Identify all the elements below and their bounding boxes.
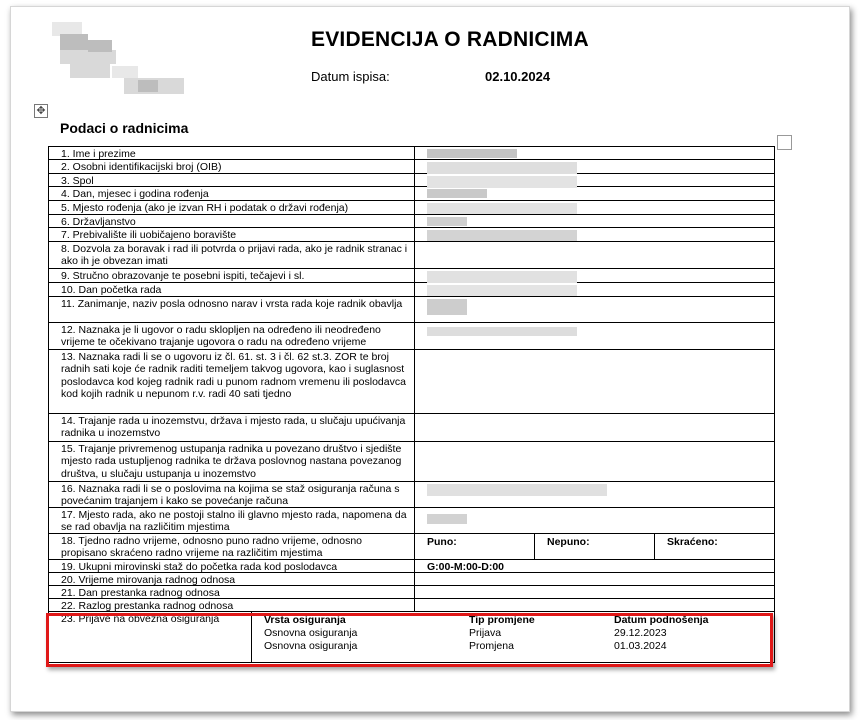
table-row: 2. Osobni identifikacijski broj (OIB) bbox=[48, 160, 775, 174]
value-cell bbox=[415, 599, 774, 611]
redacted-value bbox=[415, 147, 774, 159]
redacted-value bbox=[415, 174, 774, 186]
redacted-value bbox=[415, 201, 774, 214]
employee-data-table bbox=[48, 146, 775, 663]
print-date-value: 02.10.2024 bbox=[485, 69, 551, 84]
value-cell bbox=[415, 442, 774, 481]
table-row: 8. Dozvola za boravak i rad ili potvrda o prijavi rada, ako je radnik stranac i ako ih je obvezan imati bbox=[48, 242, 775, 269]
redacted-value bbox=[415, 508, 774, 533]
redacted-value bbox=[415, 187, 774, 200]
table-row: 13. Naznaka radi li se o ugovoru iz čl. 61. st. 3 i čl. 62 st.3. ZOR te broj radnih sati koje će radnik raditi temeljem takvog ugovora, kao i suglasnost poslodavca kod kojeg radnik radi u punom radnom vremenu ili poslodavca kod kojih radnik u nepunom r.v. radi 40 sati tjedno bbox=[48, 350, 775, 414]
redacted-value bbox=[415, 482, 774, 507]
insurance-entry: Osnovna osiguranja Prijava 29.12.2023 bbox=[264, 627, 667, 639]
insurance-header: Vrsta osiguranja Tip promjene Datum podnošenja bbox=[264, 614, 709, 626]
table-row: 20. Vrijeme mirovanja radnog odnosa bbox=[48, 573, 775, 586]
redacted-value bbox=[415, 160, 774, 173]
table-row: 3. Spol bbox=[48, 174, 775, 187]
redacted-value bbox=[415, 269, 774, 282]
insurance-registrations-row: 23. Prijave na obvezna osiguranja Vrsta osiguranja Tip promjene Datum podnošenja Osnovna osiguranja Prijava 29.12.2023 Osnovna osiguranja Promjena 01.03.2024 bbox=[48, 612, 775, 663]
redacted-value bbox=[415, 228, 774, 241]
table-row: 18. Tjedno radno vrijeme, odnosno puno radno vrijeme, odnosno propisano skraćeno radno vrijeme na različitim mjestima Puno: Nepuno: Skraćeno: bbox=[48, 534, 775, 560]
table-row: 1. Ime i prezime bbox=[48, 147, 775, 160]
redacted-value bbox=[415, 215, 774, 227]
redacted-value bbox=[415, 283, 774, 296]
redacted-value bbox=[415, 323, 774, 349]
table-row: 15. Trajanje privremenog ustupanja radnika u povezano društvo i sjedište mjesto rada ustupljenog radnika te država poslovnog nastana povezanog društva, u slučaju ustupanja u inozemstvo bbox=[48, 442, 775, 482]
value-cell bbox=[415, 242, 774, 268]
weekly-hours-cell bbox=[415, 534, 774, 559]
pension-service-value: G:00-M:00-D:00 bbox=[427, 561, 505, 573]
table-row: 9. Stručno obrazovanje te posebni ispiti, tečajevi i sl. bbox=[48, 269, 775, 283]
table-row: 21. Dan prestanka radnog odnosa bbox=[48, 586, 775, 599]
insurance-entry: Osnovna osiguranja Promjena 01.03.2024 bbox=[264, 640, 667, 652]
insurance-registrations-list bbox=[252, 612, 774, 662]
table-row: 5. Mjesto rođenja (ako je izvan RH i podatak o državi rođenja) bbox=[48, 201, 775, 215]
table-row: 14. Trajanje rada u inozemstvu, država i mjesto rada, u slučaju upućivanja radnika u inozemstvo bbox=[48, 414, 775, 442]
reduced-time-label: Skraćeno: bbox=[667, 536, 718, 548]
table-row: 11. Zanimanje, naziv posla odnosno narav i vrsta rada koje radnik obavlja bbox=[48, 297, 775, 323]
table-row: 7. Prebivalište ili uobičajeno boravište bbox=[48, 228, 775, 242]
table-move-handle-icon[interactable]: ✥ bbox=[34, 104, 48, 118]
table-row: 6. Državljanstvo bbox=[48, 215, 775, 228]
value-cell bbox=[415, 573, 774, 585]
table-row: 4. Dan, mjesec i godina rođenja bbox=[48, 187, 775, 201]
full-time-label: Puno: bbox=[415, 534, 535, 559]
redacted-value bbox=[415, 297, 774, 322]
table-resize-handle[interactable] bbox=[777, 135, 792, 150]
print-date-label: Datum ispisa: bbox=[311, 69, 390, 84]
table-row: 16. Naznaka radi li se o poslovima na kojima se staž osiguranja računa s povećanim trajanjem i kako se povećanje računa bbox=[48, 482, 775, 508]
table-row: 19. Ukupni mirovinski staž do početka rada kod poslodavca G:00-M:00-D:00 bbox=[48, 560, 775, 573]
table-row: 22. Razlog prestanka radnog odnosa bbox=[48, 599, 775, 612]
value-cell bbox=[415, 586, 774, 598]
value-cell bbox=[415, 414, 774, 441]
page-title: EVIDENCIJA O RADNICIMA bbox=[311, 28, 589, 51]
section-title: Podaci o radnicima bbox=[60, 120, 189, 136]
table-row: 10. Dan početka rada bbox=[48, 283, 775, 297]
value-cell bbox=[415, 350, 774, 413]
table-row: 12. Naznaka je li ugovor o radu sklopljen na određeno ili neodređeno vrijeme te očekivano trajanje ugovora o radu na određeno vrijeme bbox=[48, 323, 775, 350]
part-time-label: Nepuno: bbox=[535, 534, 655, 559]
table-row: 17. Mjesto rada, ako ne postoji stalno ili glavno mjesto rada, napomena da se rad obavlja na različitim mjestima bbox=[48, 508, 775, 534]
